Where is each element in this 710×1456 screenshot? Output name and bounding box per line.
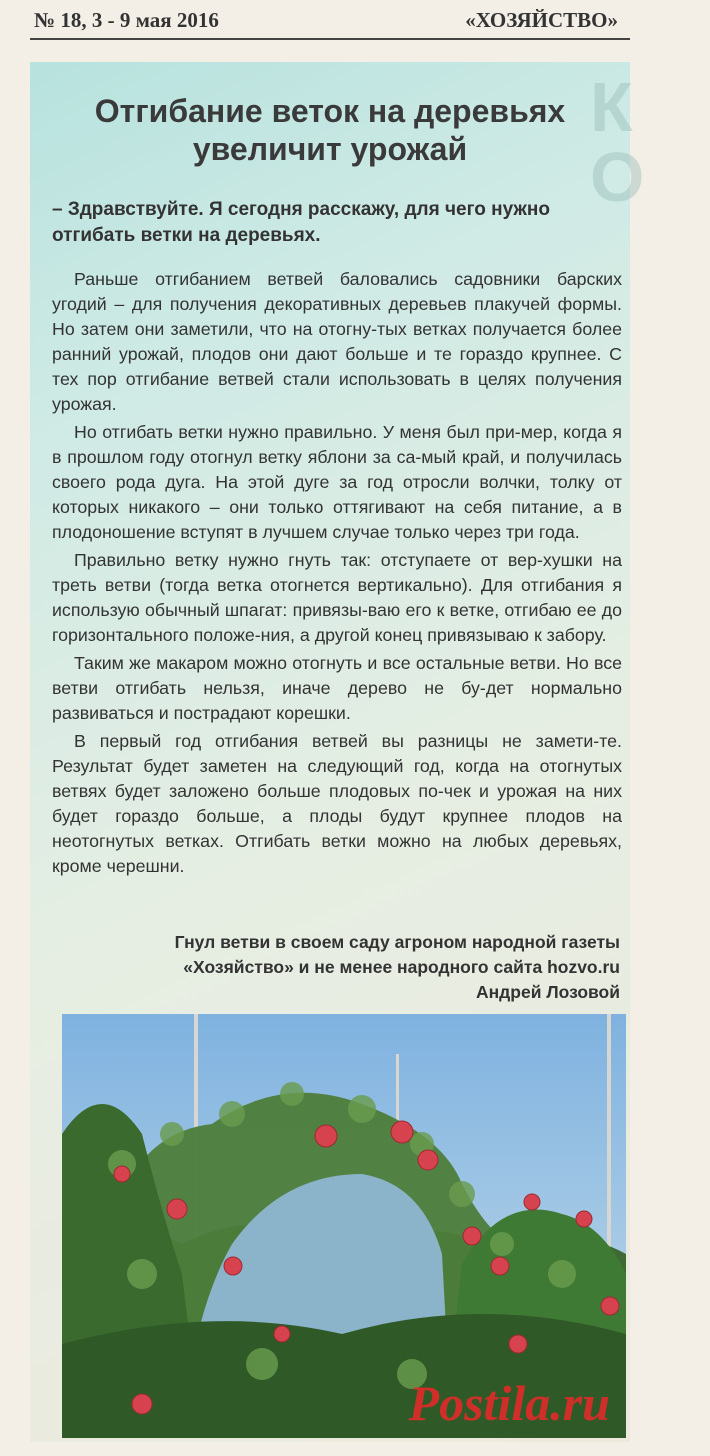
paragraph: Но отгибать ветки нужно правильно. У меня был при-мер, когда я в прошлом году отогнул ветку яблони за са-мый край, и получилась своего рода дуга. На этой дуге за год отросли волчки, толку от которых никакого – они только оттягивают на себя питание, а в плодоношение вступят в лучшем случае только через три года. [52, 422, 622, 542]
signature-line-1: Гнул ветви в своем саду агроном народной газеты [174, 932, 620, 952]
paragraph: Таким же макаром можно отогнуть и все остальные ветви. Но все ветви отгибать нельзя, иначе дерево не бу-дет нормально развиваться и пострадают корешки. [52, 653, 622, 723]
site-watermark: Postila.ru [408, 1375, 610, 1431]
paragraph: Правильно ветку нужно гнуть так: отступаете от вер-хушки на треть ветви (тогда ветка отогнется вертикально). Для отгибания я использую обычный шпагат: привязы-ваю его к ветке, отгибаю ее до горизонтального положе-ния, а другой конец привязываю к забору. [52, 550, 622, 645]
article-intro: – Здравствуйте. Я сегодня расскажу, для чего нужно отгибать ветки на деревьях. [52, 199, 550, 246]
issue-number-date: № 18, 3 - 9 мая 2016 [34, 8, 219, 32]
signature-author: Андрей Лозовой [475, 982, 620, 1002]
paragraph: В первый год отгибания ветвей вы разницы не замети-те. Результат будет заметен на следующий год, когда на отогнутых ветвях будет заложено больше плодовых по-чек и урожая на них будет гораздо больше, а плоды будут крупнее плодов на неотогнутых ветках. Отгибать ветки можно на любых деревьях, кроме черешни. [52, 731, 622, 876]
title-line-1: Отгибание веток на деревьях [94, 93, 566, 129]
page-header [0, 0, 660, 46]
apple-tree-arch-photo [62, 1014, 626, 1438]
header-rule [30, 38, 630, 40]
article-body [52, 267, 622, 882]
paragraph: Раньше отгибанием ветвей баловались садовники барских угодий – для получения декоративных деревьев плакучей формы. Но затем они заметили, что на отогну-тых ветках получается более ранний урожай, плодов они дают больше и те гораздо крупнее. С тех пор отгибание ветвей стали использовать в целях получения урожая. [52, 269, 622, 414]
author-signature [60, 930, 620, 1005]
article-title [30, 92, 630, 168]
article-panel [30, 62, 645, 1442]
signature-line-2: «Хозяйство» и не менее народного сайта hozvo.ru [183, 957, 620, 977]
title-line-2: увеличит урожай [192, 131, 468, 167]
newspaper-name: «ХОЗЯЙСТВО» [465, 8, 618, 32]
background-decoration: К О [590, 68, 645, 216]
